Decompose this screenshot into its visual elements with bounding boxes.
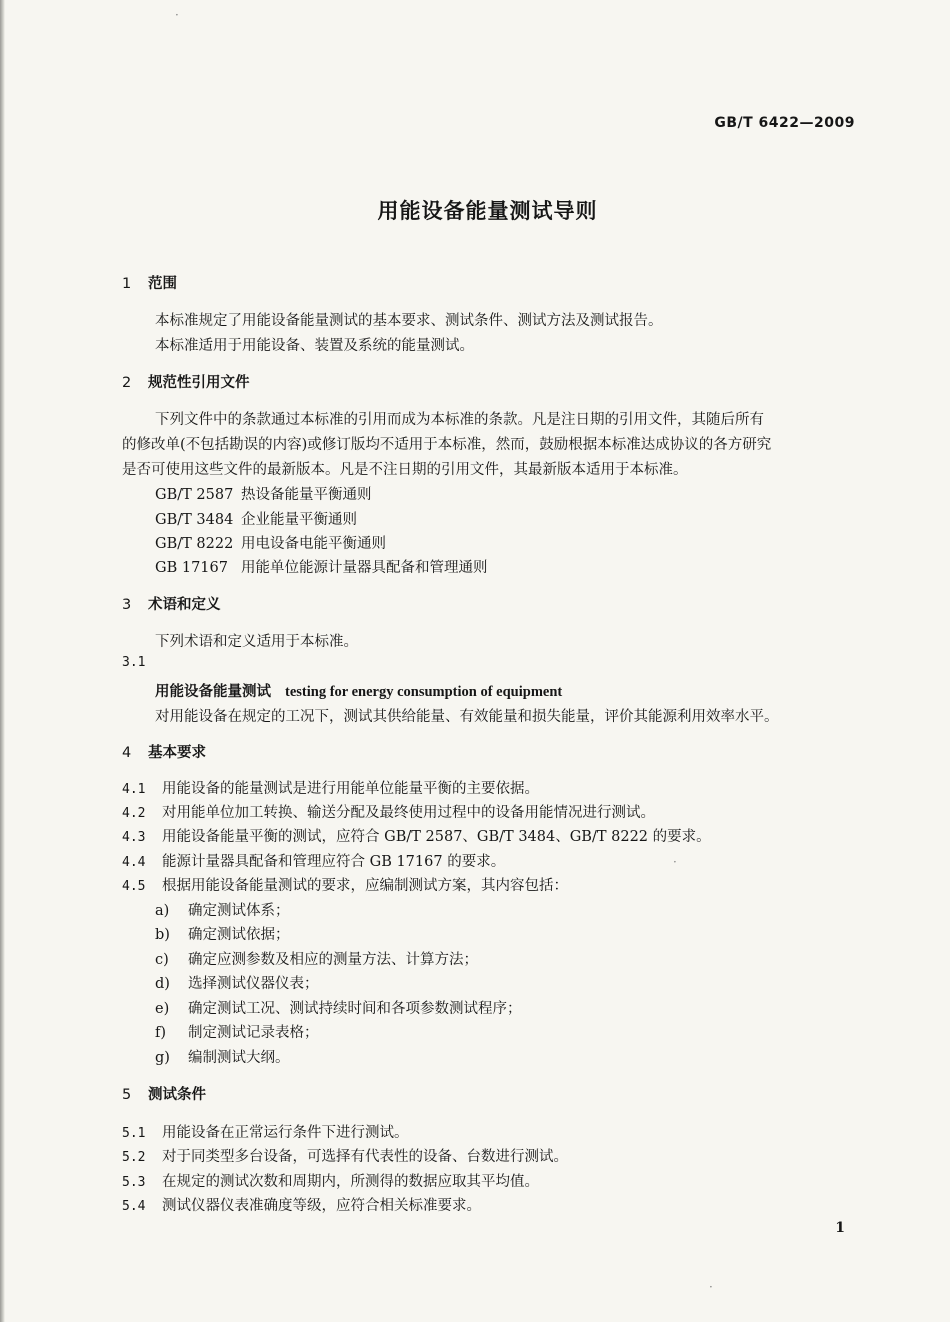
reference-code: GB 17167 (155, 560, 228, 576)
clause-number: 5.4 (122, 1199, 146, 1214)
scan-speck: · (673, 855, 677, 869)
clause-number: 4.1 (122, 782, 146, 797)
term-english: testing for energy consumption of equipment (285, 684, 563, 700)
clause-text: 对于同类型多台设备，可选择有代表性的设备、台数进行测试。 (162, 1149, 568, 1165)
list-item (155, 972, 319, 993)
clause (122, 1194, 481, 1215)
reference-name: 用能单位能源计量器具配备和管理通则 (241, 560, 488, 576)
section-number: 3 (122, 597, 132, 613)
reference-item (155, 483, 372, 504)
list-marker: b) (155, 927, 170, 943)
list-marker: d) (155, 976, 170, 992)
section-title: 术语和定义 (148, 597, 221, 613)
list-marker: a) (155, 903, 170, 919)
clause-text: 根据用能设备能量测试的要求，应编制测试方案，其内容包括： (162, 878, 568, 894)
term-chinese: 用能设备能量测试 (155, 683, 271, 700)
section-title: 范围 (148, 276, 177, 292)
scan-speck: · (709, 1280, 713, 1294)
list-text: 确定测试工况、测试持续时间和各项参数测试程序； (188, 1001, 522, 1017)
reference-code: GB/T 2587 (155, 487, 234, 503)
list-text: 选择测试仪器仪表； (188, 976, 319, 992)
paragraph: 本标准规定了用能设备能量测试的基本要求、测试条件、测试方法及测试报告。 (155, 313, 663, 329)
list-item (155, 1046, 290, 1067)
document-title: 用能设备能量测试导则 (377, 199, 598, 223)
section-4-heading (122, 741, 206, 762)
standard-number: GB/T 6422—2009 (714, 115, 855, 131)
clause-text: 用能设备能量平衡的测试，应符合 GB/T 2587、GB/T 3484、GB/T 8222 的要求。 (162, 829, 711, 845)
list-marker: e) (155, 1001, 170, 1017)
paragraph-line: 是否可使用这些文件的最新版本。凡是不注日期的引用文件，其最新版本适用于本标准。 (122, 462, 688, 478)
clause-text: 测试仪器仪表准确度等级，应符合相关标准要求。 (162, 1198, 481, 1214)
section-2-heading (122, 371, 250, 392)
clause (122, 801, 655, 822)
list-item (155, 1021, 319, 1042)
section-1-heading (122, 272, 177, 293)
clause (122, 1121, 409, 1142)
clause (122, 874, 568, 895)
clause (122, 850, 505, 871)
clause-text: 对用能单位加工转换、输送分配及最终使用过程中的设备用能情况进行测试。 (162, 805, 655, 821)
reference-item (155, 508, 357, 529)
reference-code: GB/T 3484 (155, 512, 234, 528)
section-number: 4 (122, 745, 132, 761)
section-number: 5 (122, 1087, 132, 1103)
clause-text: 用能设备在正常运行条件下进行测试。 (162, 1125, 409, 1141)
reference-item (155, 556, 488, 577)
clause-number: 4.4 (122, 855, 146, 870)
section-title: 测试条件 (148, 1087, 206, 1103)
reference-item (155, 532, 386, 553)
term-definition: 对用能设备在规定的工况下，测试其供给能量、有效能量和损失能量，评价其能源利用效率水平。 (155, 709, 779, 725)
section-title: 基本要求 (148, 745, 206, 761)
clause (122, 1170, 539, 1191)
term-entry (155, 680, 562, 701)
page-number: 1 (835, 1220, 845, 1236)
clause (122, 825, 711, 846)
term-number: 3.1 (122, 655, 146, 670)
reference-name: 企业能量平衡通则 (241, 512, 357, 528)
section-5-heading (122, 1083, 206, 1104)
clause (122, 777, 539, 798)
section-3-heading (122, 593, 221, 614)
paragraph: 下列术语和定义适用于本标准。 (155, 634, 358, 650)
list-text: 确定应测参数及相应的测量方法、计算方法； (188, 952, 478, 968)
list-item (155, 899, 290, 920)
clause (122, 1145, 568, 1166)
scan-speck: · (175, 8, 179, 22)
clause-number: 4.5 (122, 879, 146, 894)
list-marker: g) (155, 1050, 170, 1066)
list-text: 确定测试体系； (188, 903, 290, 919)
clause-number: 4.3 (122, 830, 146, 845)
list-item (155, 923, 290, 944)
paragraph-line: 的修改单(不包括勘误的内容)或修订版均不适用于本标准，然而，鼓励根据本标准达成协议的各方研究 (122, 437, 772, 453)
list-text: 编制测试大纲。 (188, 1050, 290, 1066)
clause-number: 4.2 (122, 806, 146, 821)
clause-number: 5.2 (122, 1150, 146, 1165)
section-number: 1 (122, 276, 132, 292)
list-item (155, 997, 522, 1018)
clause-text: 能源计量器具配备和管理应符合 GB 17167 的要求。 (162, 854, 506, 870)
clause-number: 5.1 (122, 1126, 146, 1141)
paragraph-line: 下列文件中的条款通过本标准的引用而成为本标准的条款。凡是注日期的引用文件，其随后所有 (155, 412, 764, 428)
clause-text: 在规定的测试次数和周期内，所测得的数据应取其平均值。 (162, 1174, 539, 1190)
reference-name: 热设备能量平衡通则 (241, 487, 372, 503)
clause-number: 5.3 (122, 1175, 146, 1190)
clause-text: 用能设备的能量测试是进行用能单位能量平衡的主要依据。 (162, 781, 539, 797)
section-number: 2 (122, 375, 132, 391)
section-title: 规范性引用文件 (148, 375, 250, 391)
list-text: 制定测试记录表格； (188, 1025, 319, 1041)
list-item (155, 948, 478, 969)
reference-name: 用电设备电能平衡通则 (241, 536, 386, 552)
list-marker: f) (155, 1025, 167, 1041)
list-marker: c) (155, 952, 169, 968)
reference-code: GB/T 8222 (155, 536, 234, 552)
list-text: 确定测试依据； (188, 927, 290, 943)
paragraph: 本标准适用于用能设备、装置及系统的能量测试。 (155, 338, 474, 354)
